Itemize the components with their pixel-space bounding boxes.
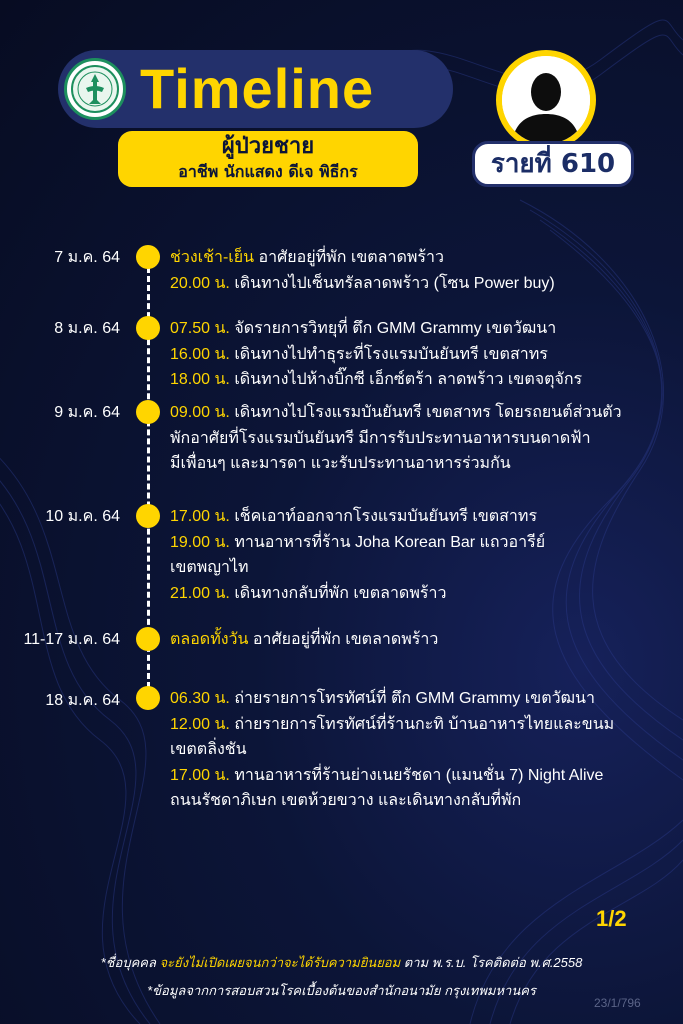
- entry-text: เดินทางกลับที่พัก เขตลาดพร้าว: [229, 584, 447, 602]
- entry-line: [170, 504, 670, 530]
- entry-date: 8 ม.ค. 64: [54, 320, 120, 337]
- timeline-dot: [136, 504, 160, 528]
- entry-lines: [170, 686, 670, 814]
- privacy-note-suffix: ตาม พ.ร.บ. โรคติดต่อ พ.ศ.2558: [400, 955, 583, 970]
- patient-sex: ผู้ป่วยชาย: [221, 134, 315, 159]
- entry-line: [170, 271, 670, 297]
- entry-line: [170, 367, 670, 393]
- timeline-dot: [136, 245, 160, 269]
- entry-time: 19.00 น.: [170, 533, 230, 551]
- entry-line: [170, 342, 670, 368]
- entry-text: เขตตลิ่งชัน: [170, 741, 247, 758]
- entry-line: [170, 555, 670, 581]
- entry-text: ถนนรัชดาภิเษก เขตห้วยขวาง และเดินทางกลับที่พัก: [170, 792, 522, 809]
- entry-line: [170, 400, 670, 426]
- entry-time: ตลอดทั้งวัน: [170, 631, 249, 648]
- entry-line: [170, 451, 670, 477]
- entry-date: 7 ม.ค. 64: [54, 249, 120, 266]
- entry-lines: [170, 316, 670, 393]
- entry-time: 06.30 น.: [170, 690, 230, 707]
- entry-line: [170, 581, 670, 607]
- entry-text: อาศัยอยู่ที่พัก เขตลาดพร้าว: [248, 631, 439, 648]
- entry-time: ช่วงเช้า-เย็น: [170, 249, 255, 266]
- entry-text: เขตพญาไท: [170, 559, 249, 576]
- entry-line: [170, 530, 670, 556]
- entry-time: 18.00 น.: [170, 371, 230, 388]
- source-note: *ข้อมูลจากการสอบสวนโรคเบื้องต้นของสำนักอนามัย กรุงเทพมหานคร: [147, 983, 536, 998]
- entry-time: 16.00 น.: [170, 345, 230, 363]
- page-title: Timeline: [140, 57, 375, 120]
- entry-text: ทานอาหารที่ร้าน Joha Korean Bar แถวอารีย์: [229, 533, 546, 551]
- case-number-badge: รายที่ 610: [472, 141, 634, 187]
- entry-text: เดินทางไปทำธุระที่โรงแรมบันยันทรี เขตสาทร: [229, 345, 548, 363]
- entry-lines: [170, 504, 670, 606]
- entry-line: [170, 763, 670, 789]
- patient-occupation: อาชีพ นักแสดง ดีเจ พิธีกร: [178, 162, 358, 181]
- timeline-dot: [136, 316, 160, 340]
- entry-text: ทานอาหารที่ร้านย่างเนยรัชดา (แมนชั่น 7) Night Alive: [229, 766, 604, 784]
- privacy-note-prefix: *ชื่อบุคคล: [100, 955, 160, 970]
- patient-info-box: [118, 131, 418, 187]
- entry-line: [170, 788, 670, 814]
- entry-text: มีเพื่อนๆ และมารดา แวะรับประทานอาหารร่วมกัน: [170, 455, 511, 472]
- entry-date: 9 ม.ค. 64: [54, 404, 120, 421]
- entry-time: 17.00 น.: [170, 508, 230, 525]
- person-silhouette-icon: [496, 50, 596, 150]
- page-indicator: 1/2: [596, 906, 627, 931]
- entry-line: [170, 316, 670, 342]
- timeline-dot: [136, 400, 160, 424]
- entry-date: 10 ม.ค. 64: [45, 508, 120, 525]
- entry-text: เช็คเอาท์ออกจากโรงแรมบันยันทรี เขตสาทร: [229, 508, 538, 525]
- entry-text: ถ่ายรายการโทรทัศน์ที่ ตึก GMM Grammy เขตวัฒนา: [229, 690, 595, 707]
- entry-text: เดินทางไปเซ็นทรัลลาดพร้าว (โซน Power buy): [229, 274, 555, 292]
- entry-line: [170, 686, 670, 712]
- entry-lines: [170, 627, 670, 653]
- entry-text: พักอาศัยที่โรงแรมบันยันทรี มีการรับประทานอาหารบนดาดฟ้า: [170, 429, 591, 447]
- privacy-note: [0, 952, 683, 973]
- timeline-dot: [136, 686, 160, 710]
- privacy-note-highlight: จะยังไม่เปิดเผยจนกว่าจะได้รับความยินยอม: [159, 955, 401, 970]
- entry-text: จัดรายการวิทยุที่ ตึก GMM Grammy เขตวัฒนา: [229, 320, 557, 337]
- entry-date: 11-17 ม.ค. 64: [23, 631, 120, 648]
- entry-line: [170, 426, 670, 452]
- entry-text: เดินทางไปโรงแรมบันยันทรี เขตสาทร โดยรถยนต์ส่วนตัว: [229, 404, 622, 421]
- entry-text: เดินทางไปห้างบิ๊กซี เอ็กซ์ตร้า ลาดพร้าว เขตจตุจักร: [229, 371, 583, 388]
- entry-time: 21.00 น.: [170, 584, 230, 602]
- entry-time: 20.00 น.: [170, 274, 230, 292]
- entry-lines: [170, 245, 670, 296]
- entry-time: 17.00 น.: [170, 766, 230, 784]
- entry-time: 07.50 น.: [170, 320, 230, 337]
- timeline-dot: [136, 627, 160, 651]
- entry-line: [170, 712, 670, 738]
- entry-time: 12.00 น.: [170, 715, 230, 733]
- entry-text: ถ่ายรายการโทรทัศน์ที่ร้านกะทิ บ้านอาหารไทยและขนม: [229, 715, 615, 733]
- document-stamp: 23/1/796: [594, 996, 641, 1010]
- entry-lines: [170, 400, 670, 477]
- bangkok-seal-icon: [64, 58, 126, 120]
- entry-text: อาศัยอยู่ที่พัก เขตลาดพร้าว: [254, 249, 444, 266]
- entry-line: [170, 245, 670, 271]
- entry-time: 09.00 น.: [170, 404, 230, 421]
- entry-line: [170, 627, 670, 653]
- entry-date: 18 ม.ค. 64: [45, 692, 120, 709]
- entry-line: [170, 737, 670, 763]
